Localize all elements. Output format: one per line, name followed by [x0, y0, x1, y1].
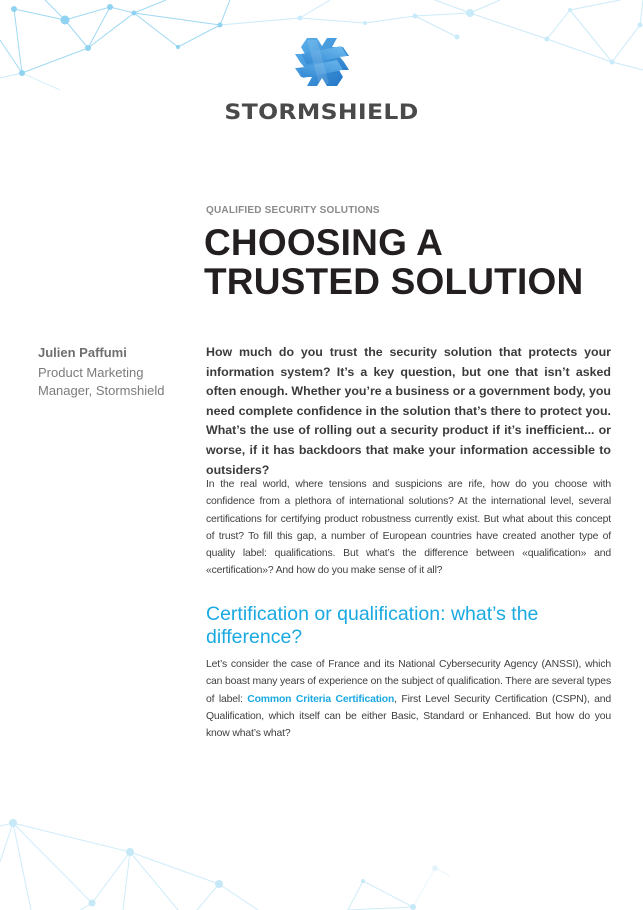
page-title — [204, 223, 583, 301]
section-heading: Certification or qualification: what’s the difference? — [206, 603, 539, 648]
author-block — [38, 345, 198, 400]
author-role-line-2: Manager, Stormshield — [38, 383, 165, 398]
bottom-network-icon — [0, 823, 450, 910]
stormshield-logo — [0, 36, 643, 124]
paragraph-2-text-start: Let’s consider the case of France and its National Cybersecurity Agency (ANSSI), which can boast many years of experience on the subject of qualification. There are several types of label: — [206, 659, 611, 705]
section-kicker: QUALIFIED SECURITY SOLUTIONS — [206, 205, 380, 216]
author-name: Julien Paffumi — [38, 345, 127, 360]
author-role-line-1: Product Marketing — [38, 365, 144, 380]
body-paragraph-2 — [206, 656, 611, 742]
author-role — [38, 364, 198, 400]
body-paragraph-1: In the real world, where tensions and suspicions are rife, how do you choose with confidence from a plethora of international solutions? At the international level, several certifications for certifying product robustness currently exist. But what about this concept of trust? To fill this gap, a number of European countries have created another type of quality label: qualifications. But what’s the difference between «qualification» and «certification»? And how do you make sense of it all? — [206, 479, 611, 577]
lede-paragraph: How much do you trust the security solution that protects your information system? It’s a key question, but one that isn’t asked often enough. Whether you’re a business or a government body, you need complete confidence in the solution that’s there to protect you. What’s the use of rolling out a security product if it’s inefficient... or worse, if it has backdoors that make your information accessible to outsiders? — [206, 345, 611, 477]
common-criteria-link[interactable]: Common Criteria Certification — [247, 693, 395, 705]
stormshield-star-icon — [293, 36, 351, 88]
title-line-1: CHOOSING A — [204, 222, 444, 263]
brand-wordmark: STORMSHIELD — [224, 100, 419, 124]
title-line-2: TRUSTED SOLUTION — [204, 261, 584, 302]
paragraph-2-text-end: , First Level Security Certification (CSPN), and Qualification, which itself can be either Basic, Standard or Enhanced. But how do you know what’s what? — [206, 693, 612, 740]
